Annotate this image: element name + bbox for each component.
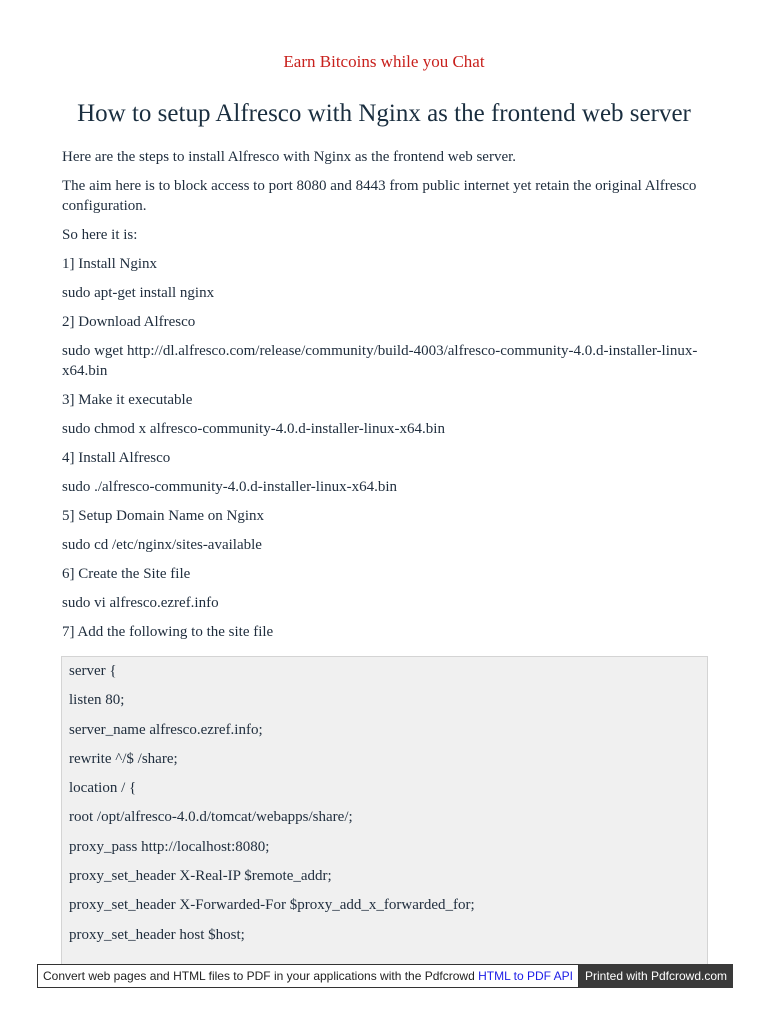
step-heading: 7] Add the following to the site file xyxy=(62,624,274,640)
step-heading: 5] Setup Domain Name on Nginx xyxy=(62,508,265,524)
step-command: sudo apt-get install nginx xyxy=(62,285,215,301)
code-line: proxy_set_header host $host; xyxy=(69,926,245,943)
code-line: root /opt/alfresco-4.0.d/tomcat/webapps/share/; xyxy=(69,809,353,826)
step-heading: 3] Make it executable xyxy=(62,392,193,408)
aim-paragraph: The aim here is to block access to port 8080 and 8443 from public internet yet retain the original Alfresco configuration. xyxy=(62,178,697,214)
step-command: sudo wget http://dl.alfresco.com/release/community/build-4003/alfresco-community-4.0.d-installer-linux-x64.bin xyxy=(62,343,698,379)
code-line: rewrite ^/$ /share; xyxy=(69,750,178,767)
code-line: location / { xyxy=(69,780,137,797)
code-line: proxy_pass http://localhost:8080; xyxy=(69,838,270,855)
step-heading: 2] Download Alfresco xyxy=(62,314,196,330)
code-line: proxy_set_header X-Real-IP $remote_addr; xyxy=(69,868,332,885)
promo-link[interactable]: Earn Bitcoins while you Chat xyxy=(283,52,485,71)
article-body xyxy=(62,147,702,651)
step-heading: 1] Install Nginx xyxy=(62,256,157,272)
printed-with-badge[interactable]: Printed with Pdfcrowd.com xyxy=(579,964,733,988)
step-command: sudo vi alfresco.ezref.info xyxy=(62,595,219,611)
code-line: server_name alfresco.ezref.info; xyxy=(69,721,263,738)
code-line: server { xyxy=(69,663,117,679)
page-title: How to setup Alfresco with Nginx as the frontend web server xyxy=(77,100,691,127)
footer-text: Convert web pages and HTML files to PDF in your applications with the Pdfcrowd xyxy=(42,969,475,983)
lead-in-paragraph: So here it is: xyxy=(62,227,138,243)
intro-paragraph: Here are the steps to install Alfresco with Nginx as the frontend web server. xyxy=(62,149,517,165)
code-line: proxy_set_header X-Forwarded-For $proxy_add_x_forwarded_for; xyxy=(69,897,475,914)
config-code-block xyxy=(61,656,708,971)
step-heading: 6] Create the Site file xyxy=(62,566,191,582)
code-line: listen 80; xyxy=(69,692,125,709)
step-command: sudo chmod x alfresco-community-4.0.d-installer-linux-x64.bin xyxy=(62,421,445,437)
step-command: sudo cd /etc/nginx/sites-available xyxy=(62,537,262,553)
pdfcrowd-footer-banner xyxy=(37,964,579,988)
step-heading: 4] Install Alfresco xyxy=(62,450,171,466)
step-command: sudo ./alfresco-community-4.0.d-installer-linux-x64.bin xyxy=(62,479,398,495)
html-to-pdf-api-link[interactable]: HTML to PDF API xyxy=(478,969,574,983)
